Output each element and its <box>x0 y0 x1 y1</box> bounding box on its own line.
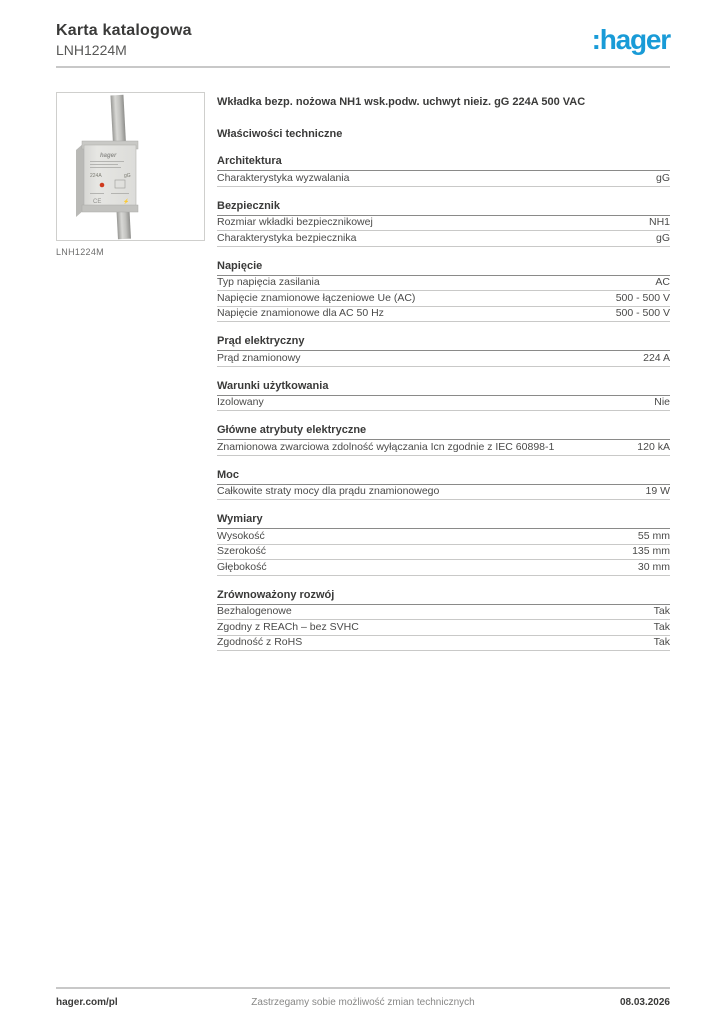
spec-row <box>217 171 670 187</box>
spec-row <box>217 636 670 652</box>
specs-column <box>217 92 670 651</box>
page-title: Karta katalogowa <box>56 22 192 39</box>
footer-website: hager.com/pl <box>56 997 118 1008</box>
spec-label: Rozmiar wkładki bezpiecznikowej <box>217 216 373 228</box>
section-heading: Bezpiecznik <box>217 198 670 216</box>
spec-label: Napięcie znamionowe dla AC 50 Hz <box>217 307 384 319</box>
section-heading: Napięcie <box>217 258 670 276</box>
section-heading: Moc <box>217 467 670 485</box>
spec-row <box>217 307 670 323</box>
spec-value: gG <box>655 231 670 244</box>
spec-row <box>217 605 670 621</box>
section-heading: Warunki użytkowania <box>217 378 670 396</box>
product-image <box>56 92 205 241</box>
spec-label: Charakterystyka wyzwalania <box>217 171 350 184</box>
spec-row <box>217 231 670 247</box>
svg-text:⚡: ⚡ <box>123 199 130 205</box>
spec-row <box>217 529 670 545</box>
spec-label: Zgodność z RoHS <box>217 636 303 648</box>
spec-row <box>217 351 670 367</box>
spec-label: Głębokość <box>217 560 267 573</box>
spec-label: Typ napięcia zasilania <box>217 276 320 288</box>
spec-section-napiecie <box>217 258 670 323</box>
spec-value: gG <box>655 171 670 184</box>
spec-row <box>217 216 670 232</box>
header-divider <box>56 66 670 68</box>
spec-value: 500 - 500 V <box>615 307 670 319</box>
spec-label: Znamionowa zwarciowa zdolność wyłączania Icn zgodnie z IEC 60898-1 <box>217 440 555 453</box>
spec-section-moc <box>217 467 670 501</box>
spec-section-warunki <box>217 378 670 412</box>
footer-disclaimer: Zastrzegamy sobie możliwość zmian technicznych <box>251 997 475 1008</box>
spec-section-bezpiecznik <box>217 198 670 247</box>
spec-label: Charakterystyka bezpiecznika <box>217 231 357 244</box>
spec-section-zrownowazony <box>217 587 670 652</box>
spec-row <box>217 560 670 576</box>
section-heading: Architektura <box>217 153 670 171</box>
section-heading: Zrównoważony rozwój <box>217 587 670 605</box>
spec-row <box>217 396 670 412</box>
spec-value: Tak <box>653 605 670 617</box>
spec-value: 55 mm <box>637 529 670 542</box>
svg-text:hager: hager <box>100 153 117 159</box>
section-heading: Główne atrybuty elektryczne <box>217 422 670 440</box>
product-description: Wkładka bezp. nożowa NH1 wsk.podw. uchwyt nieiz. gG 224A 500 VAC <box>217 96 586 108</box>
spec-value: Tak <box>653 620 670 633</box>
footer <box>56 987 670 1008</box>
spec-value: 30 mm <box>637 560 670 573</box>
spec-label: Całkowite straty mocy dla prądu znamionowego <box>217 485 440 497</box>
spec-row <box>217 291 670 307</box>
svg-text:CE: CE <box>93 199 102 205</box>
spec-section-atrybuty <box>217 422 670 456</box>
hager-logo: :hager <box>591 24 670 55</box>
spec-label: Szerokość <box>217 545 267 557</box>
footer-date: 08.03.2026 <box>619 997 670 1008</box>
fuse-illustration <box>57 93 204 240</box>
product-image-column <box>56 92 206 257</box>
spec-value: Tak <box>653 636 670 648</box>
spec-label: Wysokość <box>217 529 265 542</box>
product-reference: LNH1224M <box>56 42 127 58</box>
spec-label: Napięcie znamionowe łączeniowe Ue (AC) <box>217 291 416 304</box>
svg-text:224A: 224A <box>90 173 102 179</box>
spec-label: Izolowany <box>217 396 264 408</box>
spec-label: Zgodny z REACh – bez SVHC <box>217 620 359 633</box>
spec-label: Prąd znamionowy <box>217 351 301 364</box>
spec-row <box>217 440 670 456</box>
spec-section-architektura <box>217 153 670 187</box>
spec-row <box>217 545 670 561</box>
spec-row <box>217 485 670 501</box>
spec-row <box>217 620 670 636</box>
spec-row <box>217 276 670 292</box>
spec-section-prad <box>217 333 670 367</box>
header <box>56 22 670 58</box>
spec-label: Bezhalogenowe <box>217 605 292 617</box>
spec-value: 120 kA <box>637 440 670 453</box>
spec-section-wymiary <box>217 511 670 576</box>
spec-value: AC <box>655 276 670 288</box>
spec-value: 135 mm <box>632 545 670 557</box>
svg-text:gG: gG <box>124 173 131 179</box>
section-heading: Prąd elektryczny <box>217 333 670 351</box>
spec-value: Nie <box>654 396 670 408</box>
spec-value: NH1 <box>648 216 670 228</box>
spec-value: 500 - 500 V <box>615 291 670 304</box>
section-heading: Wymiary <box>217 511 670 529</box>
spec-value: 19 W <box>645 485 670 497</box>
specs-title: Właściwości techniczne <box>217 128 343 140</box>
product-image-caption: LNH1224M <box>56 247 104 257</box>
spec-value: 224 A <box>643 351 670 364</box>
